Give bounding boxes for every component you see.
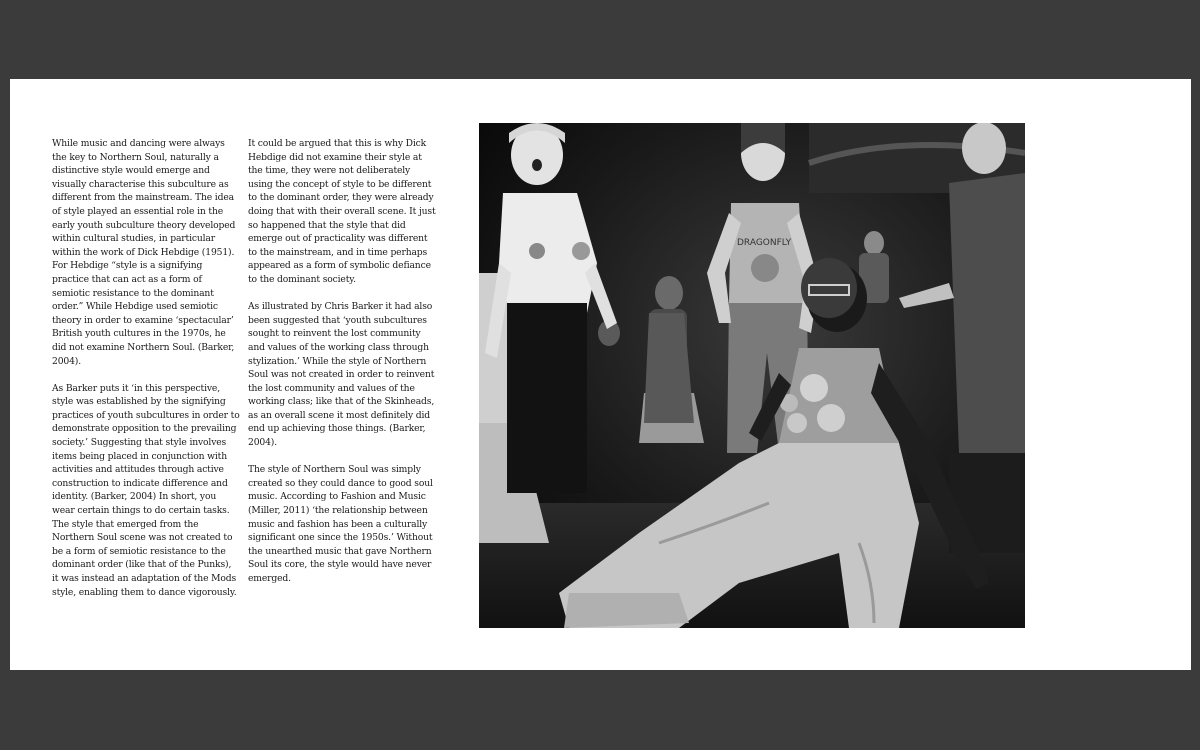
photo-illustration: [479, 123, 1025, 628]
shirt-print: DRAGONFLY: [737, 238, 792, 248]
text-column-left: [52, 137, 240, 613]
paragraph: While music and dancing were always the key to Northern Soul, naturally a distinctive style would emerge and visually characterise this subculture as different from the mainstream. The idea of style played an essential role in the early youth subculture theory developed within cultural studies, in particular within the work of Dick Hebdige (1951). For Hebdige “style is a signifying practice that can act as a form of semiotic resistance to the dominant order.” While Hebdige used semiotic theory in order to examine ‘spectacular’ British youth cultures in the 1970s, he did not examine Northern Soul. (Barker, 2004).: [52, 138, 236, 367]
paragraph: As Barker puts it ‘in this perspective, style was established by the signifying practices of youth subcultures in order to demonstrate opposition to the prevailing society.’ Suggesting that style involves items being placed in conjunction with activities and attitudes through active construction to indicate difference and identity. (Barker, 2004) In short, you wear certain things to do certain tasks. The style that emerged from the Northern Soul scene was not created to be a form of semiotic resistance to the dominant order (like that of the Punks), it was instead an adaptation of the Mods style, enabling them to dance vigorously.: [52, 382, 240, 598]
dancers-photograph: [479, 123, 1025, 628]
page-spread: [10, 79, 1191, 670]
paragraph: It could be argued that this is why Dick Hebdige did not examine their style at the time, they were not deliberately using the concept of style to be different to the dominant order, they were already doing that with their overall scene. It just so happened that the style that did emerge out of practicality was different to the mainstream, and in time perhaps appeared as a form of symbolic defiance to the dominant society.: [248, 138, 436, 285]
paragraph: The style of Northern Soul was simply created so they could dance to good soul music. According to Fashion and Music (Miller, 2011) ‘the relationship between music and fashion has been a culturally significant one since the 1950s.’ Without the unearthed music that gave Northern Soul its core, the style would have never emerged.: [248, 464, 433, 584]
text-column-right: [248, 137, 436, 599]
paragraph: As illustrated by Chris Barker it had also been suggested that ‘youth subcultures sought to reinvent the lost community and values of the working class through stylization.’ While the style of Northern Soul was not created in order to reinvent the lost community and values of the working class; like that of the Skinheads, as an overall scene it most definitely did end up achieving those things. (Barker, 2004).: [248, 301, 435, 449]
